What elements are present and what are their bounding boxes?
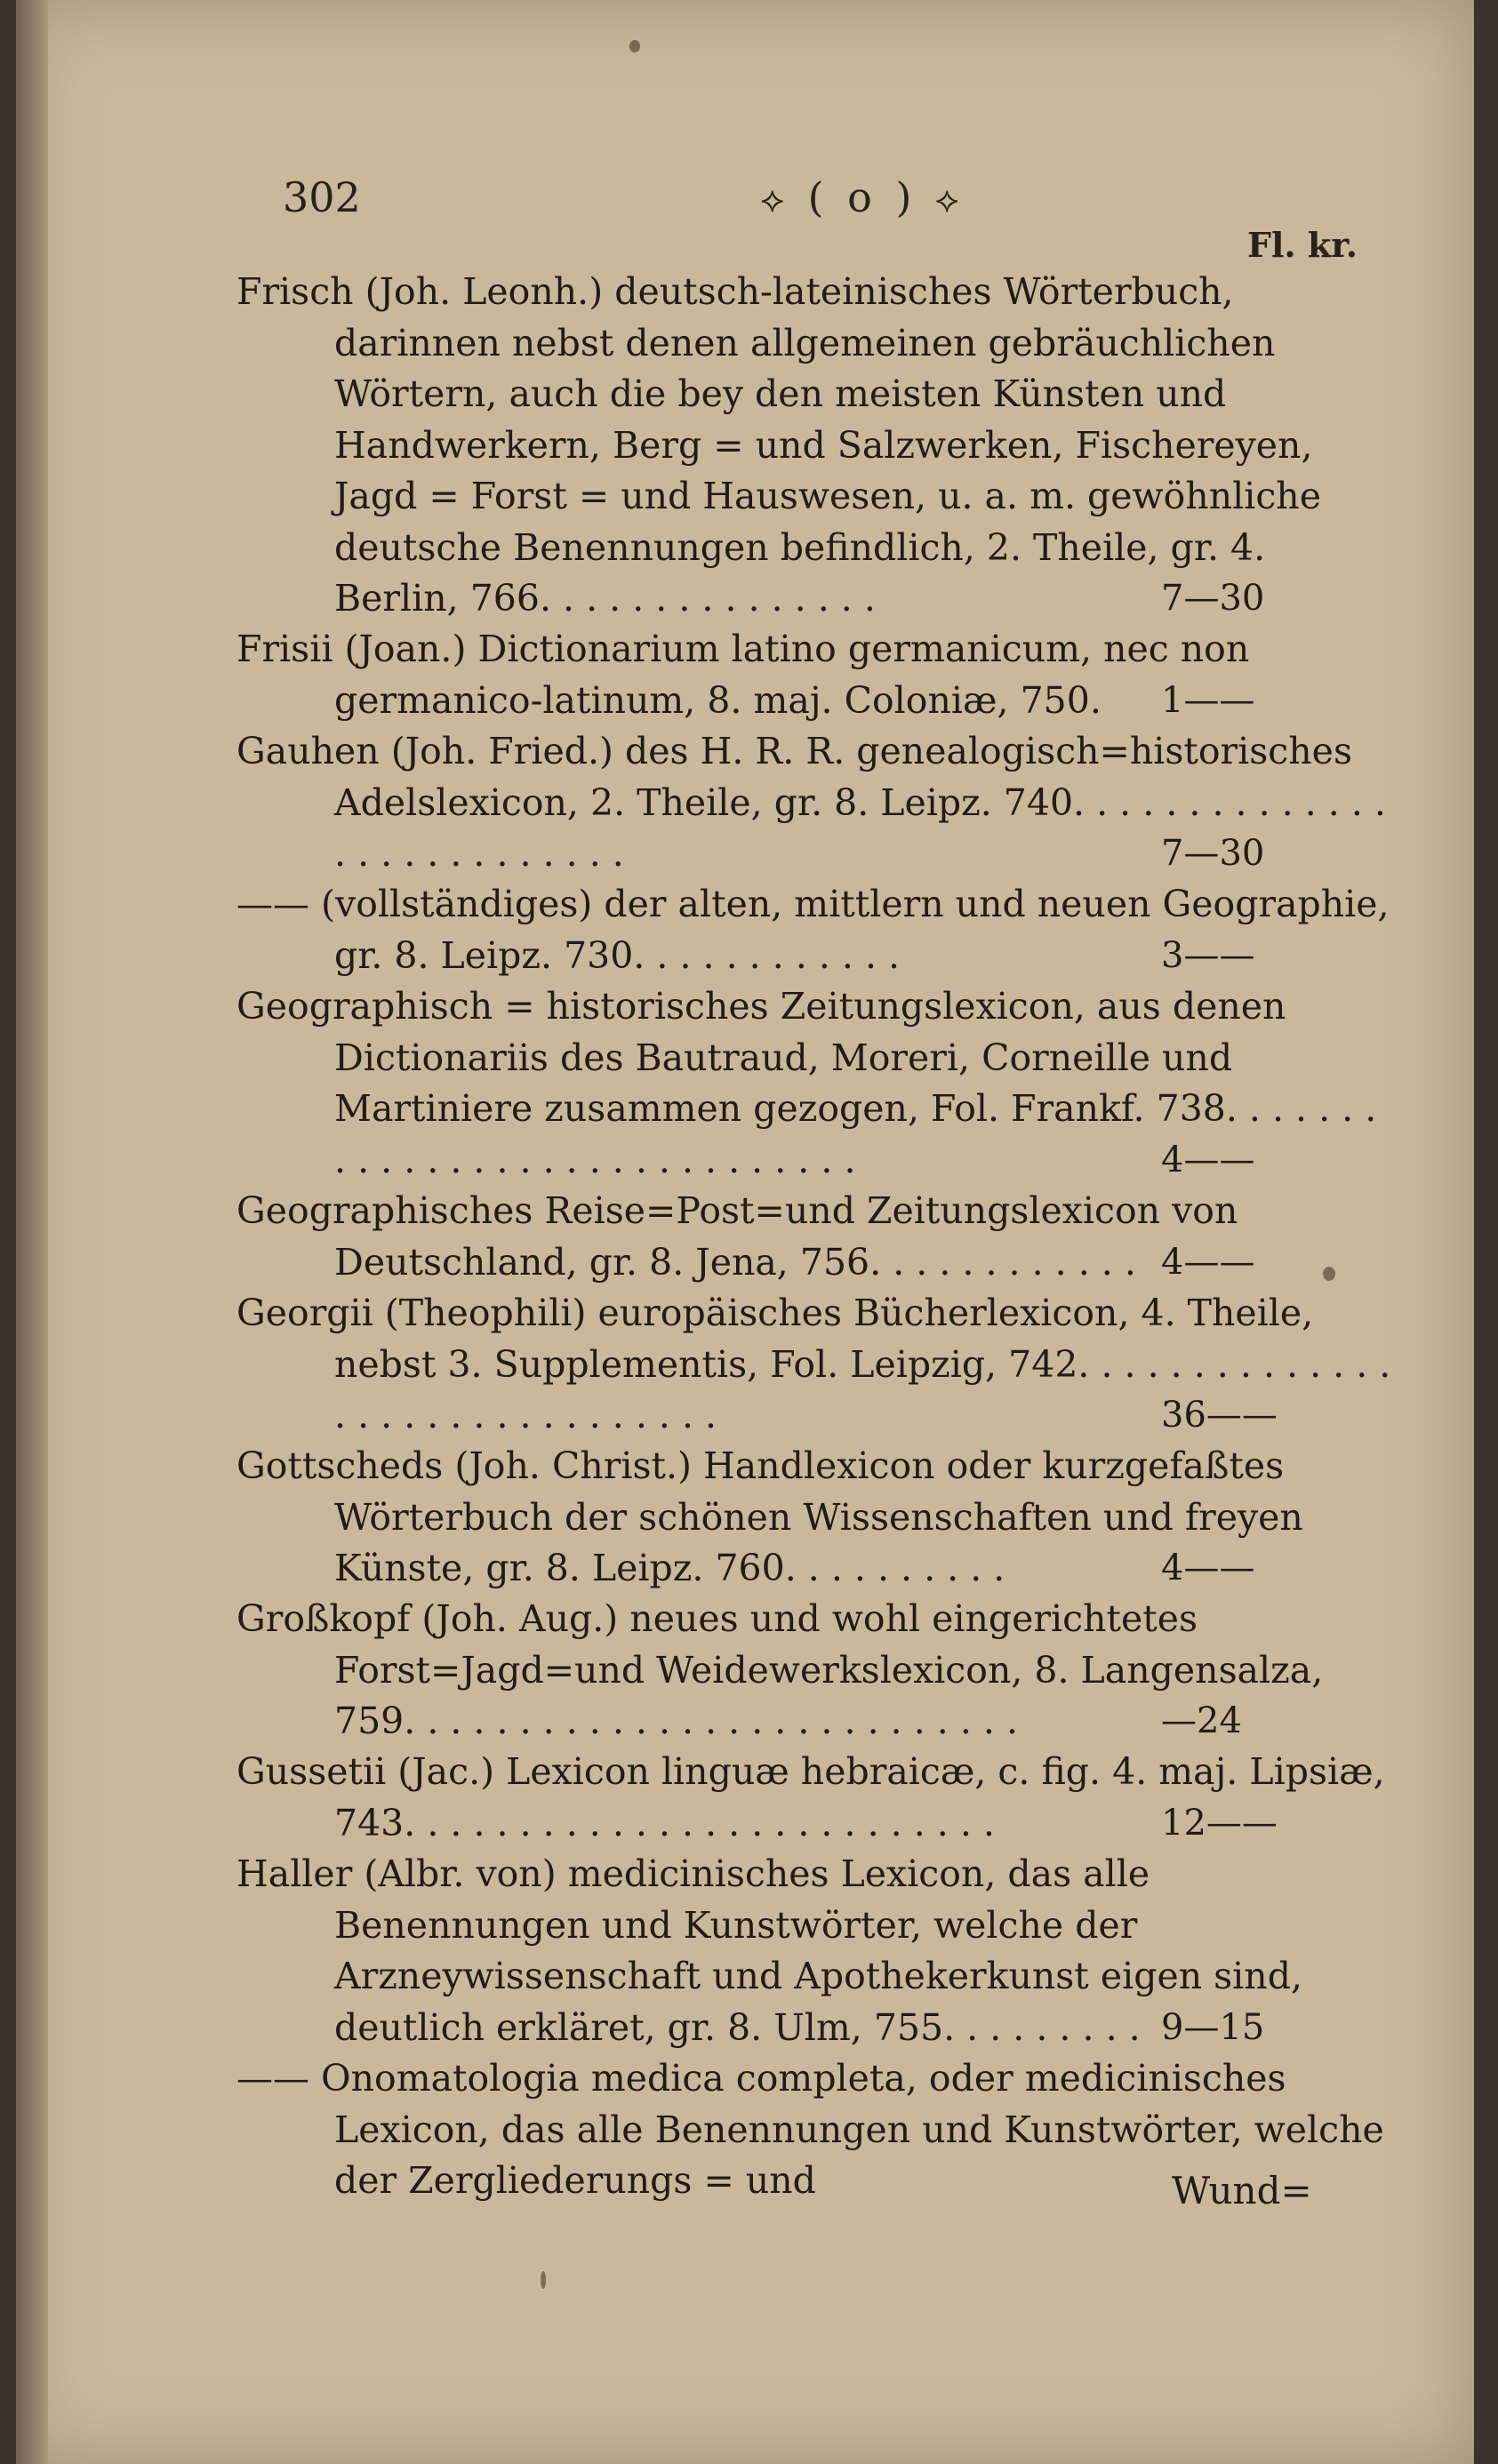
- entry-text: —— (vollständiges) der alten, mittlern und neuen Geographie, gr. 8. Leipz. 730. . . . . . . . . . . .: [236, 883, 1390, 977]
- catalogue-entry: [236, 267, 1392, 624]
- entry-price: 3——: [1161, 934, 1255, 976]
- ornament-left-icon: ⟡: [760, 180, 789, 220]
- catchword: Wund=: [1172, 2169, 1312, 2212]
- entry-price: 4——: [1161, 1547, 1255, 1588]
- entry-text: Geographisch = historisches Zeitungslexicon, aus denen Dictionariis des Bautraud, Moreri, Corneille und Martiniere zusammen gezogen, Fol. Frankf. 738. . . . . . . . . . . . . . . . . . . . . . . . . . . . . .: [236, 985, 1377, 1181]
- entry-text: Georgii (Theophili) europäisches Bücherlexicon, 4. Theile, nebst 3. Supplementis, Fol. Leipzig, 742. . . . . . . . . . . . . . . . . . . . . . . . . . . . . . .: [236, 1292, 1391, 1436]
- entry-price: 12——: [1161, 1802, 1278, 1844]
- catalogue-entry: [236, 1186, 1392, 1288]
- entry-price: —24: [1161, 1700, 1242, 1741]
- catalogue-entry: [236, 1849, 1392, 2053]
- entry-text: Gussetii (Jac.) Lexicon linguæ hebraicæ, c. fig. 4. maj. Lipsiæ, 743. . . . . . . . . . . . . . . . . . . . . . . . . .: [236, 1750, 1385, 1844]
- entry-text: Haller (Albr. von) medicinisches Lexicon, das alle Benennungen und Kunstwörter, welche der Arzneywissenschaft und Apothekerkunst eigen sind, deutlich erkläret, gr. 8. Ulm, 755. . . . . . . . .: [236, 1852, 1302, 2049]
- ink-spot: [541, 2271, 546, 2289]
- entry-price: 1——: [1161, 679, 1255, 721]
- entry-text: Geographisches Reise=Post=und Zeitungslexicon von Deutschland, gr. 8. Jena, 756. . . . . . . . . . . .: [236, 1189, 1238, 1284]
- entry-text: Gottscheds (Joh. Christ.) Handlexicon oder kurzgefaßtes Wörterbuch der schönen Wissenschaften und freyen Künste, gr. 8. Leipz. 760. . . . . . . . . .: [236, 1444, 1303, 1589]
- catalogue-entry: [236, 981, 1392, 1186]
- catalogue-entry: [236, 1441, 1392, 1594]
- entry-price: 7—30: [1161, 832, 1265, 874]
- entry-price: 36——: [1161, 1394, 1278, 1436]
- running-head-text: ( o ): [807, 173, 917, 221]
- entry-price: 4——: [1161, 1241, 1255, 1283]
- currency-header: Fl. kr.: [1247, 225, 1358, 265]
- entry-price: 7—30: [1161, 577, 1265, 619]
- ornament-right-icon: ⟡: [935, 180, 965, 220]
- catalogue-entry: [236, 1288, 1392, 1441]
- ink-spot: [1323, 1267, 1335, 1281]
- catalogue-entry: [236, 1747, 1392, 1849]
- entry-text: Frisch (Joh. Leonh.) deutsch-lateinisches Wörterbuch, darinnen nebst denen allgemeinen gebräuchlichen Wörtern, auch die bey den meisten Künsten und Handwerkern, Berg = und Salzwerken, Fischereyen, Jagd = Forst = und Hauswesen, u. a. m. gewöhnliche deutsche Benennungen befindlich, 2. Theile, gr. 4. Berlin, 766. . . . . . . . . . . . . . .: [236, 270, 1321, 620]
- catalogue-entries: [236, 267, 1392, 2206]
- ink-spot: [629, 40, 640, 52]
- catalogue-entry: [236, 879, 1392, 981]
- entry-text: Großkopf (Joh. Aug.) neues und wohl eingerichtetes Forst=Jagd=und Weidewerkslexicon, 8. Langensalza, 759. . . . . . . . . . . . . . . . . . . . . . . . . . .: [236, 1597, 1324, 1742]
- book-page: [16, 0, 1474, 2464]
- running-head: [676, 173, 1049, 221]
- page-number: 302: [283, 173, 361, 221]
- entry-price: 4——: [1161, 1139, 1255, 1180]
- book-spine: [16, 0, 48, 2464]
- entry-text: Frisii (Joan.) Dictionarium latino germanicum, nec non germanico-latinum, 8. maj. Coloniæ, 750.: [236, 628, 1250, 722]
- page-header: [283, 173, 1403, 265]
- entry-text: —— Onomatologia medica completa, oder medicinisches Lexicon, das alle Benennungen und Kunstwörter, welche der Zergliederungs = und: [236, 2057, 1384, 2202]
- catalogue-entry: [236, 624, 1392, 726]
- catalogue-entry: [236, 726, 1392, 879]
- catalogue-entry: [236, 1594, 1392, 1747]
- entry-price: 9—15: [1161, 2006, 1265, 2048]
- entry-text: Gauhen (Joh. Fried.) des H. R. R. genealogisch=historisches Adelslexicon, 2. Theile, gr. 8. Leipz. 740. . . . . . . . . . . . . . . . . . . . . . . . . . .: [236, 730, 1386, 875]
